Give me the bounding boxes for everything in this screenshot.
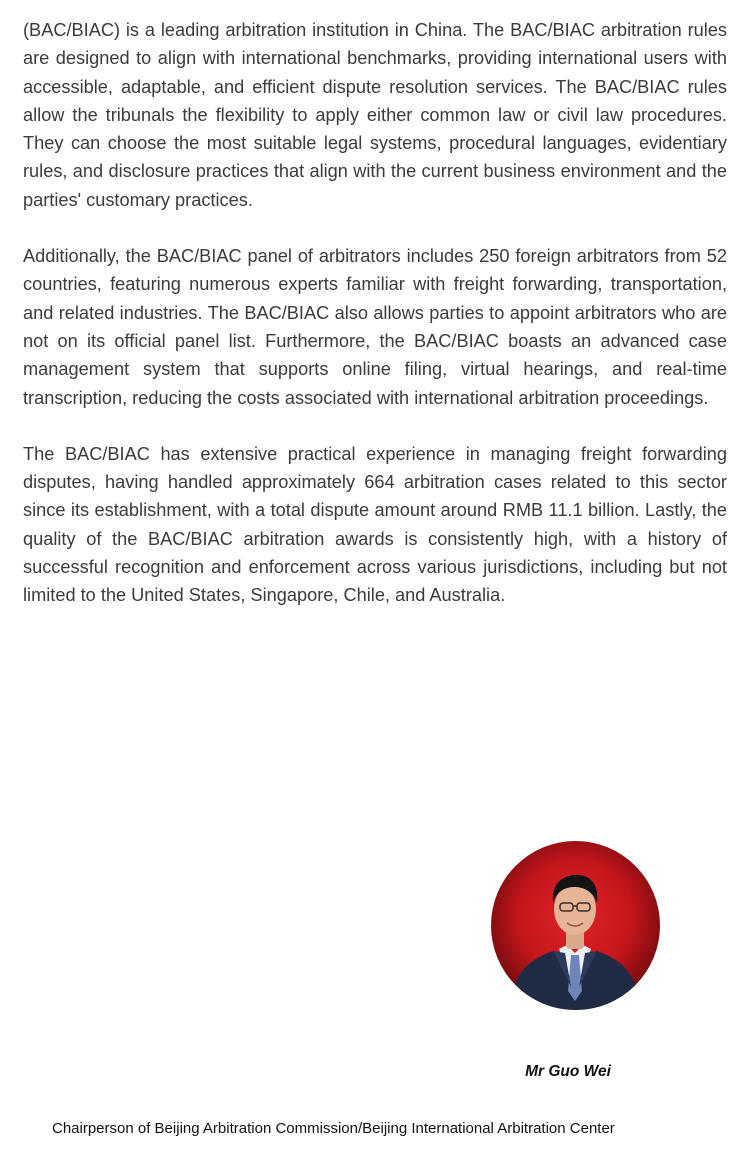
- article-body: [23, 16, 727, 638]
- paragraph-3: The BAC/BIAC has extensive practical experience in managing freight forwarding disputes, having handled approximately 664 arbitration cases related to this sector since its establishment, with a total dispute amount around RMB 11.1 billion. Lastly, the quality of the BAC/BIAC arbitration awards is consistently high, with a history of successful recognition and enforcement across various jurisdictions, including but not limited to the United States, Singapore, Chile, and Australia.: [23, 443, 727, 606]
- author-title: Chairperson of Beijing Arbitration Commission/Beijing International Arbitration Center: [52, 1120, 615, 1137]
- portrait-figure: [491, 841, 660, 1010]
- author-name: Mr Guo Wei: [525, 1063, 611, 1080]
- author-portrait: [491, 841, 660, 1010]
- paragraph-2: Additionally, the BAC/BIAC panel of arbitrators includes 250 foreign arbitrators from 52 countries, featuring numerous experts familiar with freight forwarding, transportation, and related industries. The BAC/BIAC also allows parties to appoint arbitrators who are not on its official panel list. Furthermore, the BAC/BIAC boasts an advanced case management system that supports online filing, virtual hearings, and real-time transcription, reducing the costs associated with international arbitration proceedings.: [23, 246, 727, 408]
- paragraph-1: (BAC/BIAC) is a leading arbitration institution in China. The BAC/BIAC arbitration rules are designed to align with international benchmarks, providing international users with accessible, adaptable, and efficient dispute resolution services. The BAC/BIAC rules allow the tribunals the flexibility to apply either common law or civil law procedures. They can choose the most suitable legal systems, procedural languages, evidentiary rules, and disclosure practices that align with the current business environment and the parties' customary practices.: [23, 20, 727, 210]
